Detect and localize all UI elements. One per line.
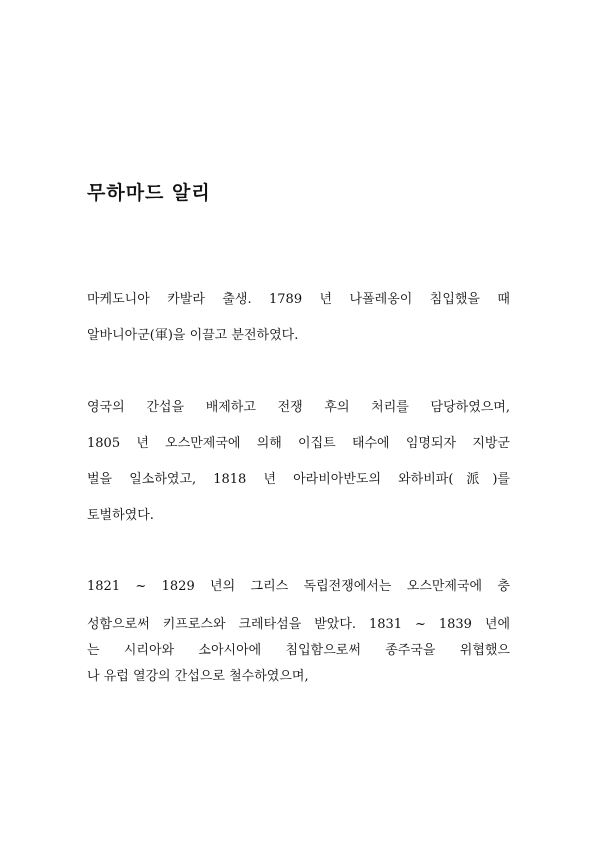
paragraph-line: 토벌하였다. — [87, 508, 154, 523]
paragraph-egypt — [87, 398, 510, 542]
paragraph-line: 는 시리아와 소아시아에 침입함으로써 종주국을 위협했으 — [87, 643, 510, 658]
paragraph-line: 영국의 간섭을 배제하고 전쟁 후의 처리를 담당하였으며, — [87, 400, 510, 415]
paragraph-line: 알바니아군(軍)을 이끌고 분전하였다. — [87, 328, 299, 343]
paragraph-line: 1821 ~ 1829 년의 그리스 독립전쟁에서는 오스만제국에 충 — [87, 579, 510, 594]
paragraph-line: 마케도니아 카발라 출생. 1789 년 나폴레옹이 침입했을 때 — [87, 292, 510, 307]
paragraph-line: 나 유럽 열강의 간섭으로 철수하였으며, — [87, 669, 309, 684]
paragraph-line: 성함으로써 키프로스와 크레타섬을 받았다. 1831 ~ 1839 년에 — [87, 617, 510, 632]
page-title: 무하마드 알리 — [87, 182, 211, 204]
paragraph-line: 벌을 일소하였고, 1818 년 아라비아반도의 와하비파(派)를 — [87, 472, 510, 487]
paragraph-birth — [87, 290, 510, 362]
paragraph-greek-war — [87, 577, 510, 693]
paragraph-line: 1805 년 오스만제국에 의해 이집트 태수에 임명되자 지방군 — [87, 436, 510, 451]
